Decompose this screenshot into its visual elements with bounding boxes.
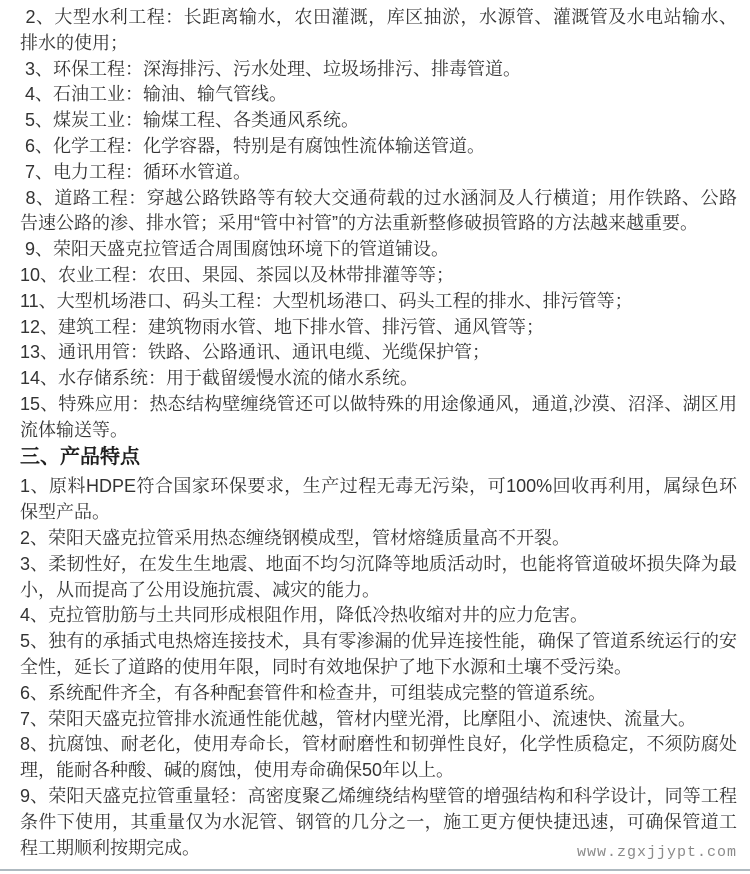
paragraph: 2、荣阳天盛克拉管采用热态缠绕钢模成型，管材熔缝质量高不开裂。 — [20, 527, 571, 548]
paragraph: 11、大型机场港口、码头工程：大型机场港口、码头工程的排水、排污管等； — [20, 290, 633, 311]
paragraph: 15、特殊应用：热态结构壁缠绕管还可以做特殊的用途像通风，通道,沙漠、沼泽、湖区用流体输送等。 — [20, 393, 737, 440]
paragraph: 3、柔韧性好，在发生生地震、地面不均匀沉降等地质活动时，也能将管道破坏损失降为最小，从而提高了公用设施抗震、减灾的能力。 — [20, 553, 737, 600]
paragraph: 7、荣阳天盛克拉管排水流通性能优越，管材内壁光滑，比摩阻小、流速快、流量大。 — [20, 708, 697, 729]
paragraph: 3、环保工程：深海排污、污水处理、垃圾场排污、排毒管道。 — [20, 58, 522, 79]
paragraph: 7、电力工程：循环水管道。 — [20, 161, 252, 182]
paragraph: 10、农业工程：农田、果园、茶园以及林带排灌等等； — [20, 264, 455, 285]
paragraph: 6、系统配件齐全，有各种配套管件和检查井，可组装成完整的管道系统。 — [20, 682, 607, 703]
paragraph: 13、通讯用管：铁路、公路通讯、通讯电缆、光缆保护管； — [20, 342, 491, 363]
paragraph: 14、水存储系统：用于截留缓慢水流的储水系统。 — [20, 368, 419, 389]
paragraph: 5、独有的承插式电热熔连接技术，具有零渗漏的优异连接性能，确保了管道系统运行的安全性，延长了道路的使用年限，同时有效地保护了地下水源和土壤不受污染。 — [20, 631, 737, 677]
paragraph: 8、抗腐蚀、耐老化，使用寿命长，管材耐磨性和韧弹性良好，化学性质稳定，不须防腐处理，能耐各种酸、碱的腐蚀，使用寿命确保50年以上。 — [20, 734, 737, 781]
section-heading: 三、产品特点 — [20, 445, 140, 468]
paragraph: 8、道路工程：穿越公路铁路等有较大交通荷载的过水涵洞及人行横道；用作铁路、公路告速公路的渗、排水管；采用“管中衬管”的方法重新整修破损管路的方法越来越重要。 — [20, 187, 737, 234]
paragraph: 9、荣阳天盛克拉管重量轻：高密度聚乙烯缠绕结构壁管的增强结构和科学设计，同等工程条件下使用，其重量仅为水泥管、钢管的几分之一，施工更方便快捷迅速，可确保管道工程工期顺利按期完成。 — [20, 785, 737, 858]
paragraph: 6、化学工程：化学容器，特别是有腐蚀性流体输送管道。 — [20, 135, 486, 156]
watermark-url: www.zgxjjypt.com — [571, 844, 737, 861]
paragraph: 4、石油工业：输油、输气管线。 — [20, 84, 288, 105]
bottom-divider — [0, 869, 750, 871]
document-content — [20, 5, 737, 861]
paragraph: 12、建筑工程：建筑物雨水管、地下排水管、排污管、通风管等； — [20, 316, 545, 337]
paragraph: 2、大型水利工程：长距离输水，农田灌溉，库区抽淤，水源管、灌溉管及水电站输水、排水的使用； — [20, 7, 737, 53]
paragraph: 4、克拉管肋筋与土共同形成根阻作用，降低冷热收缩对井的应力危害。 — [20, 605, 589, 626]
paragraph: 9、荣阳天盛克拉管适合周围腐蚀环境下的管道铺设。 — [20, 239, 450, 260]
paragraph: 1、原料HDPE符合国家环保要求，生产过程无毒无污染，可100%回收再利用，属绿色环保型产品。 — [20, 476, 737, 523]
paragraph: 5、煤炭工业：输煤工程、各类通风系统。 — [20, 110, 360, 131]
